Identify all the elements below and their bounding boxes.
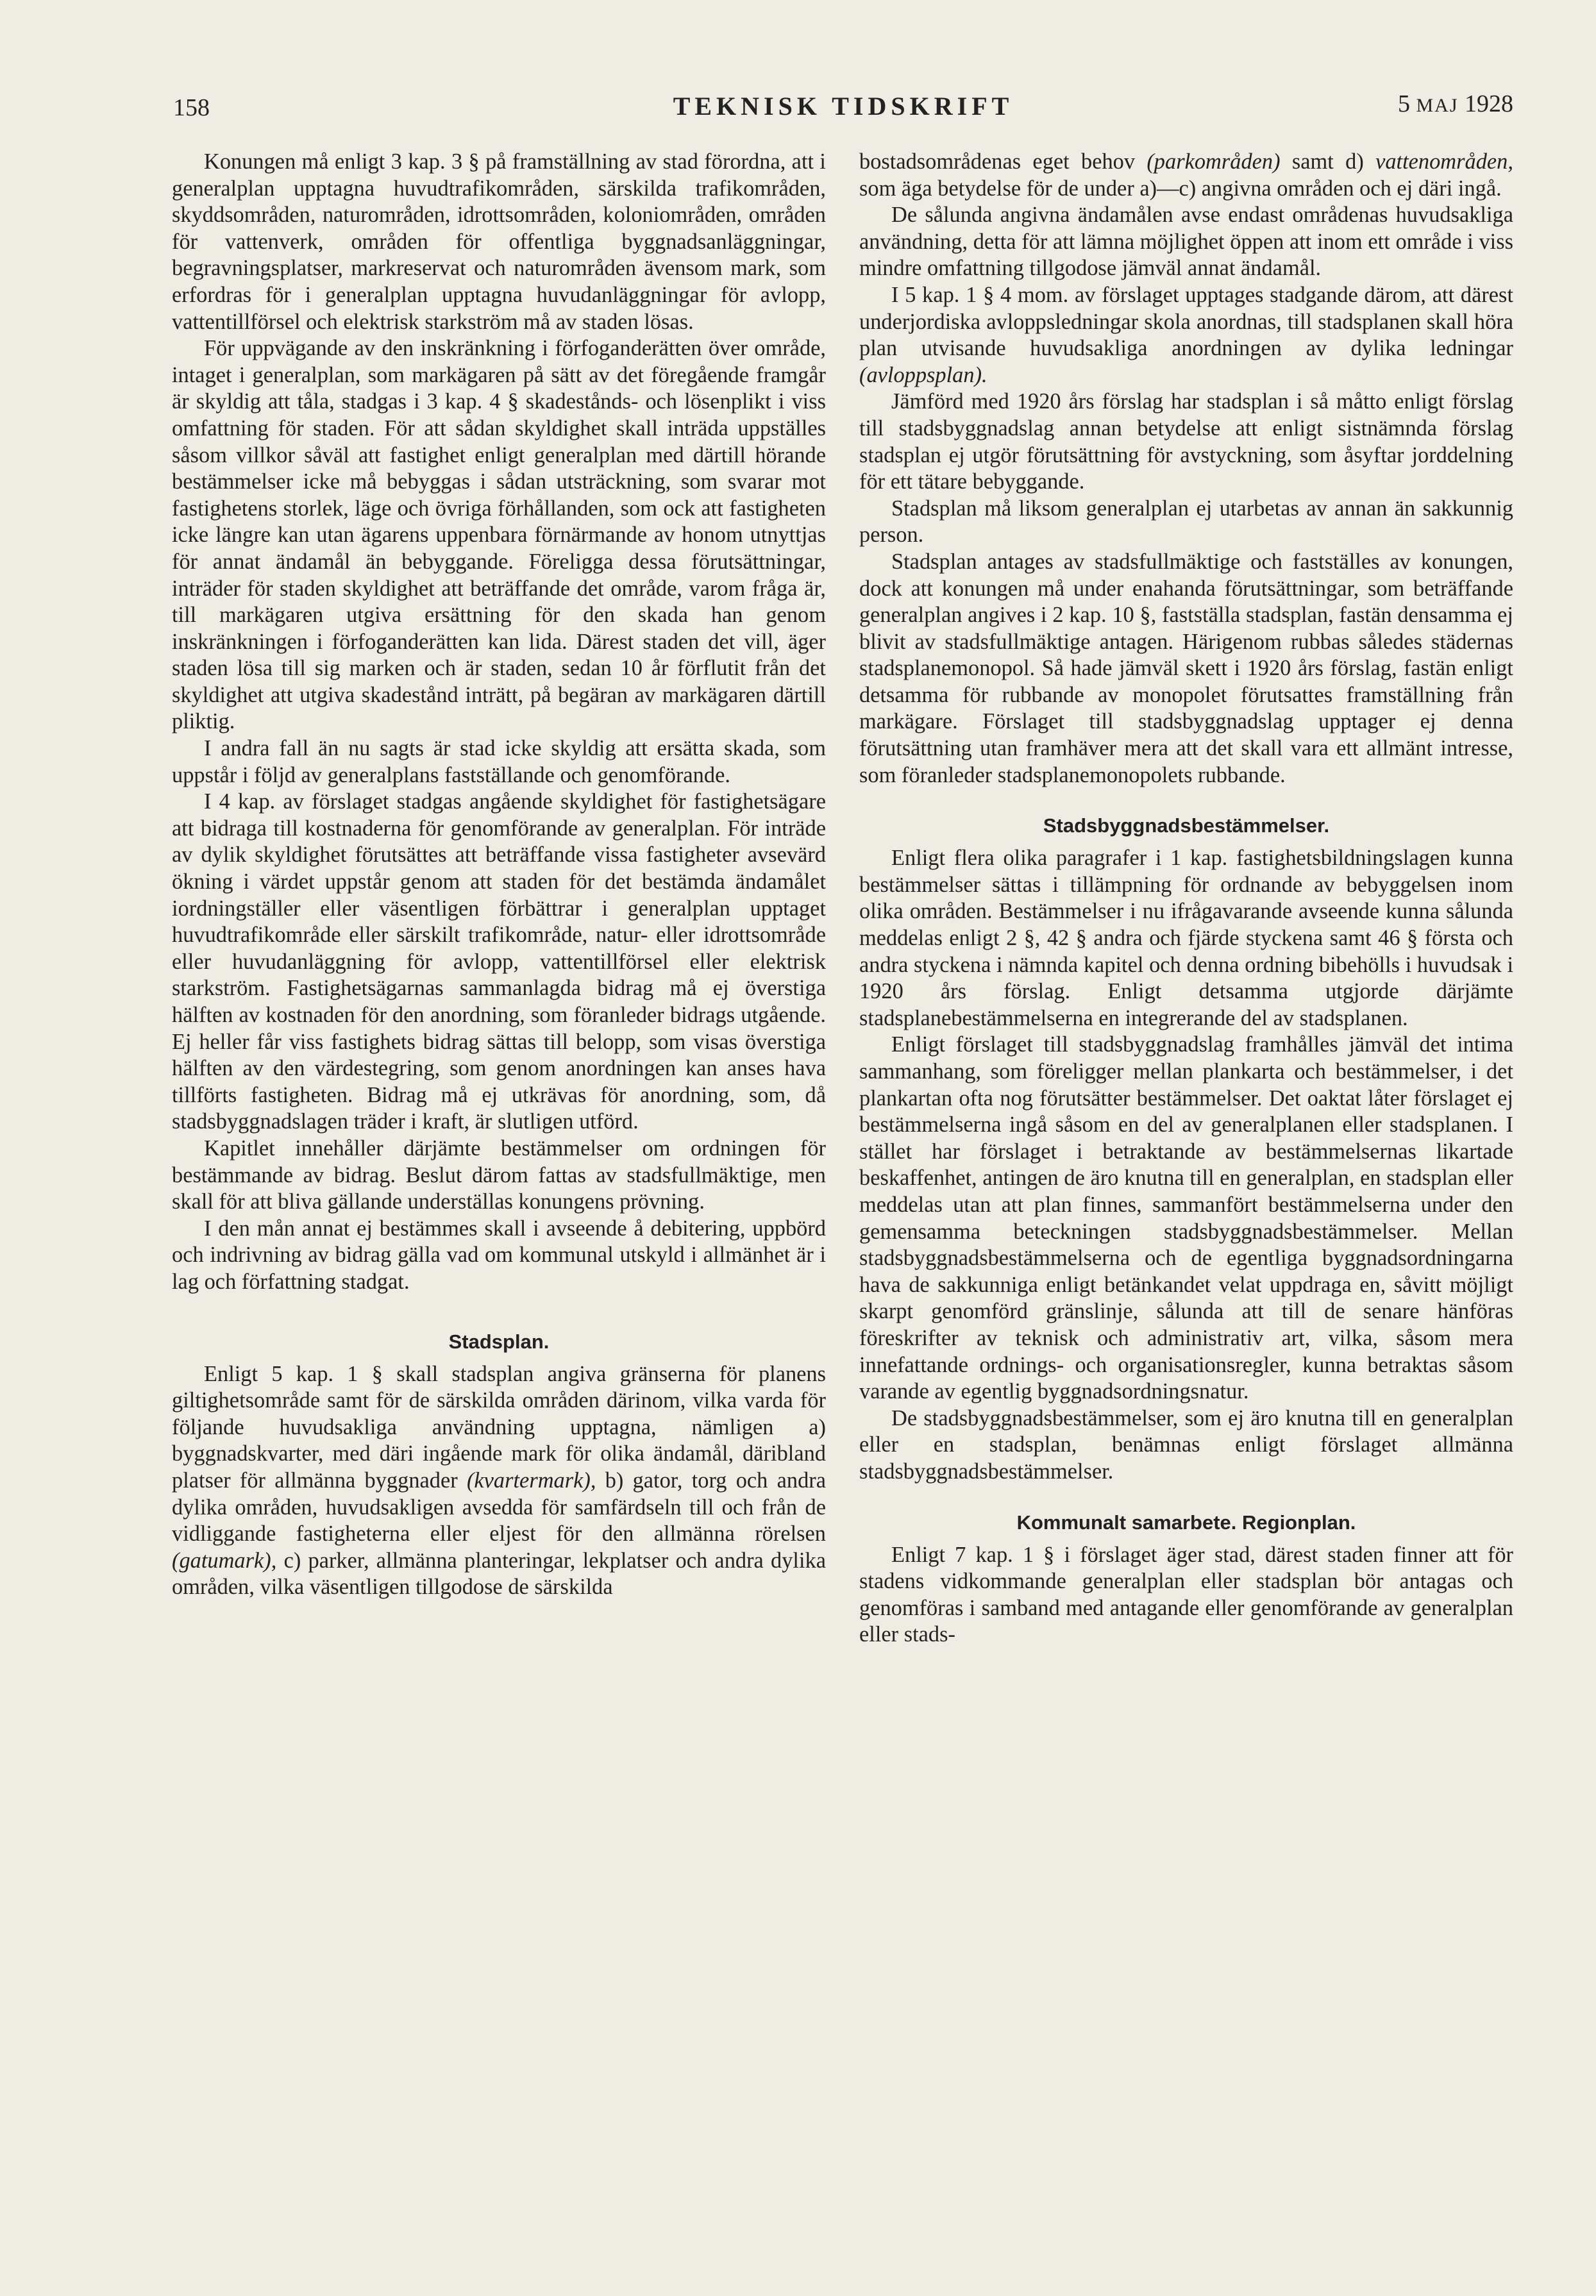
- italic-term: (avloppsplan).: [859, 362, 987, 387]
- paragraph: I den mån annat ej bestämmes skall i avseende å debitering, uppbörd och indrivning av bidrag gälla vad om kommunal utskyld i allmänhet är i lag och författning stadgat.: [172, 1216, 826, 1294]
- section-heading-stadsbyggnadsbestammelser: Stadsbyggnadsbestämmelser.: [1043, 814, 1330, 837]
- paragraph: Stadsplan antages av stadsfullmäktige och fastställes av konungen, dock att konungen må under enahanda förutsättningar, som beträffande generalplan angives i 2 kap. 10 §, fastställa stadsplan, fastän densamma ej blivit av stadsfullmäktige antagen. Härigenom rubbas således städernas stadsplanemonopol. Så hade jämväl skett i 1920 års förslag, fastän enligt detsamma för rubbande av monopolet förutsattes framställning från markägare. Förslaget till stadsbyggnadslag upptager ej denna förutsättning utan framhäver mera att det skall vara ett allmänt intresse, som föranleder stadsplanemonopolets rubbande.: [859, 549, 1513, 787]
- text-run: bostadsområdenas eget behov: [859, 149, 1136, 174]
- paragraph: I andra fall än nu sagts är stad icke skyldig att ersätta skada, som uppstår i följd av generalplans fastställande och genomförande.: [172, 736, 826, 787]
- text-run: b) gator, torg och andra dylika områden, huvudsakligen avsedda för samfärdseln till och från de vidliggande fastigheterna eller eljest för den allmänna rörelsen: [172, 1468, 826, 1546]
- text-run: Enligt 5 kap. 1 § skall stadsplan angiva gränserna för planens giltighetsområde samt för de särskilda områden därinom, vilka varda för följande huvudsakliga användning upptagna, nämligen a) byggnadskvarter, med däri ingående mark för olika ändamål, däribland platser för allmänna byggnader: [172, 1361, 826, 1493]
- paragraph: [859, 282, 1513, 389]
- section-heading-stadsplan: Stadsplan.: [448, 1330, 550, 1353]
- issue-date: [1398, 90, 1513, 118]
- text-run: c) parker, allmänna planteringar, lekplatser och andra dylika områden, vilka väsentligen tillgodose de särskilda: [172, 1548, 826, 1600]
- paragraph: De sålunda angivna ändamålen avse endast områdenas huvudsakliga användning, detta för att lämna möjlighet öppen att inom ett område i viss mindre omfattning tillgodose jämväl annat ändamål.: [859, 203, 1513, 281]
- issue-day: 5: [1397, 90, 1410, 117]
- italic-term: vattenområden,: [1375, 149, 1513, 174]
- italic-term: (gatumark),: [172, 1548, 277, 1573]
- paragraph: Stadsplan må liksom generalplan ej utarbetas av annan än sakkunnig person.: [859, 496, 1513, 548]
- paragraph: Enligt 7 kap. 1 § i förslaget äger stad, därest staden finner att för stadens vidkommande generalplan eller stadsplan bör antagas och genomföras i samband med antagande eller genomförande av generalplan eller stads-: [859, 1542, 1513, 1647]
- section-heading-kommunalt-samarbete: Kommunalt samarbete. Regionplan.: [1016, 1511, 1356, 1534]
- issue-month: MAJ: [1416, 95, 1459, 116]
- right-column: [859, 149, 1513, 1648]
- paragraph: Kapitlet innehåller därjämte bestämmelser om ordningen för bestämmande av bidrag. Beslut därom fattas av stadsfullmäktige, men skall för att bliva gällande underställas konungens prövning.: [172, 1135, 826, 1214]
- paragraph: De stadsbyggnadsbestämmelser, som ej äro knutna till en generalplan eller en stadsplan, benämnas enligt förslaget allmänna stadsbyggnadsbestämmelser.: [859, 1405, 1513, 1484]
- left-column: [172, 149, 826, 1601]
- paragraph: [172, 1361, 826, 1601]
- text-run: som äga betydelse för de under a)—c) angivna områden och ej däri ingå.: [859, 176, 1502, 201]
- running-header: [173, 87, 1513, 126]
- issue-year: 1928: [1465, 90, 1513, 117]
- page-number: 158: [173, 94, 210, 121]
- paragraph: I 4 kap. av förslaget stadgas angående skyldighet för fastighetsägare att bidraga till kostnaderna för genomförande av generalplan. För inträde av dylik skyldighet förutsättes att beträffande vissa fastigheter avsevärd ökning i värdet uppstår genom att staden för det bestämda ändamålet iordningställer eller väsentligen förbättrar i generalplan upptaget huvudtrafikområde eller särskilt trafikområde, natur- eller idrottsområde eller huvudanläggning för avlopp, vattentillförsel eller elektrisk starkström. Fastighetsägarnas sammanlagda bidrag må ej överstiga hälften av kostnaden för den anordning, som föranleder bidrags utgående. Ej heller får viss fastighets bidrag sättas till belopp, som visas överstiga hälften av den värdestegring, som genom anordningen kan anses hava tillförts fastigheten. Bidrag må ej utkrävas för anordning, som, då stadsbyggnadslagen träder i kraft, är slutligen utförd.: [172, 789, 826, 1134]
- text-run: samt d): [1291, 149, 1364, 174]
- paragraph: Jämförd med 1920 års förslag har stadsplan i så måtto enligt förslag till stadsbyggnadslag annan betydelse att enligt sistnämnda förslag stadsplan ej utgör förutsättning för avstyckning, som åsyftar jorddelning för ett tätare bebyggande.: [859, 389, 1513, 494]
- paragraph: Enligt förslaget till stadsbyggnadslag framhålles jämväl det intima sammanhang, som föreligger mellan plankarta och bestämmelser, i det plankartan ofta nog förutsätter bestämmelser. Det oaktat låter förslaget ej bestämmelserna ingå såsom en del av generalplanen eller stadsplanen. I stället har förslaget i betraktande av bestämmelsernas likartade beskaffenhet, antingen de äro knutna till en generalplan, en stadsplan eller meddelas utan att plan finnes, sammanfört bestämmelserna under den gemensamma beteckningen stadsbyggnadsbestämmelser. Mellan stadsbyggnadsbestämmelserna och de egentliga byggnadsordningarna hava de sakkunniga enligt betänkandet velat uppdraga en, såvitt möjligt skarpt genomförd gränslinje, sålunda att till de senare hänföras föreskrifter av teknisk och administrativ art, vilka, såsom mera innefattande ordnings- och organisationsregler, kunna betraktas såsom varande av egentlig byggnadsordningsnatur.: [859, 1032, 1513, 1404]
- paragraph: För uppvägande av den inskränkning i förfoganderätten över område, intaget i generalplan, som markägaren på sätt av det föregående framgår är skyldig att tåla, stadgas i 3 kap. 4 § skadestånds- och lösenplikt i viss omfattning för staden. För att sådan skyldighet skall inträda uppställes såsom villkor såväl att fastighet enligt generalplan med därtill hörande bestämmelser icke må bebyggas i sådan utsträckning, som svarar mot fastighetens storlek, läge och övriga förhållanden, som ock att fastigheten icke längre kan utan ägarens uppenbara förnärmande av honom utnyttjas för annat ändamål än bebyggande. Föreligga dessa förutsättningar, inträder för staden skyldighet att beträffande det område, varom fråga är, till markägaren utgiva ersättning för den skada han genom inskränkningen i förfoganderätten kan lida. Därest staden det vill, äger staden lösa till sig marken och är staden, sedan 10 år förflutit från det skyldighet att utgiva skadestånd inträtt, på begäran av markägaren därtill pliktig.: [172, 336, 826, 734]
- text-run: I 5 kap. 1 § 4 mom. av förslaget upptages stadgande därom, att därest underjordiska avloppsledningar skola anordnas, till stadsplanen skall höra plan utvisande huvudsakliga anordningen av dylika ledningar: [859, 282, 1513, 361]
- italic-term: (kvartermark),: [466, 1468, 596, 1493]
- journal-title: TEKNISK TIDSKRIFT: [673, 92, 1014, 121]
- paragraph: [859, 149, 1513, 202]
- paragraph: Konungen må enligt 3 kap. 3 § på framställning av stad förordna, att i generalplan upptagna huvudtrafikområden, särskilda trafikområden, skyddsområden, naturområden, idrottsområden, koloniområden, områden för vattenverk, områden för offentliga byggnadsanläggningar, begravningsplatser, markreservat och naturområden ävensom mark, som erfordras för i generalplan upptagna huvudanläggningar för avlopp, vattentillförsel och elektrisk starkström må av staden lösas.: [172, 149, 826, 334]
- italic-term: (parkområden): [1147, 149, 1281, 174]
- paragraph: Enligt flera olika paragrafer i 1 kap. fastighetsbildningslagen kunna bestämmelser sättas i tillämpning för ordnande av bebyggelsen inom olika områden. Bestämmelser i nu ifrågavarande avseende kunna sålunda meddelas enligt 2 §, 42 § andra och fjärde styckena samt 46 § första och andra styckena i nämnda kapitel och denna ordning bibehölls i huvudsak i 1920 års förslag. Enligt detsamma utgjorde därjämte stadsplanebestämmelserna en integrerande del av stadsplanen.: [859, 846, 1513, 1030]
